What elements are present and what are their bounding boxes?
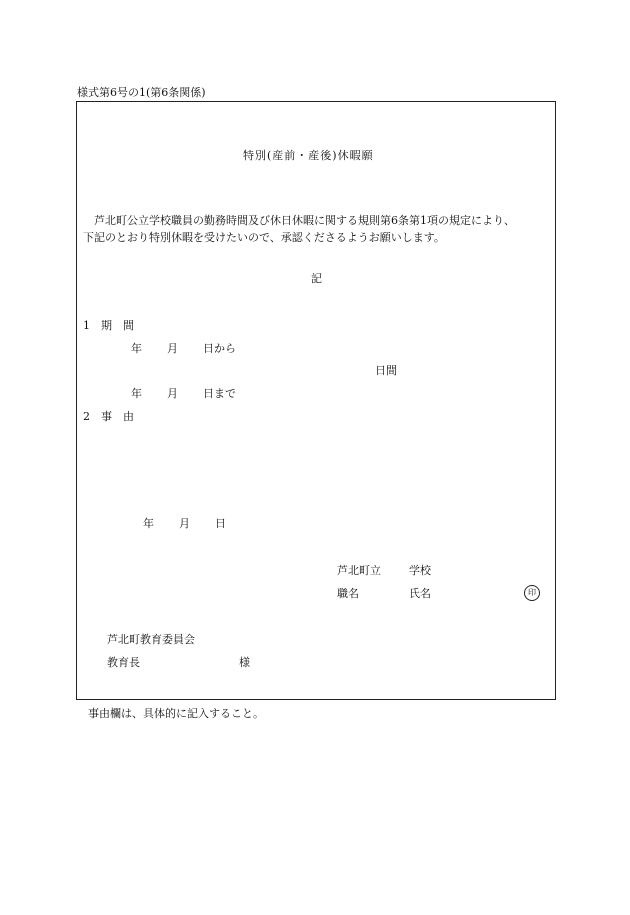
school-prefix: 芦北町立 xyxy=(337,564,381,577)
form-title: 特別(産前・産後)休暇願 xyxy=(243,149,374,162)
request-body-line-2: 下記のとおり特別休暇を受けたいので、承認くださるようお願いします。 xyxy=(83,231,445,244)
period-from-year: 年 xyxy=(131,342,142,355)
period-to-day: 日まで xyxy=(203,387,236,400)
post-label: 職名 xyxy=(337,587,359,600)
recipient-honorific: 様 xyxy=(239,656,250,669)
reason-label: 2 事 由 xyxy=(83,410,134,423)
request-body xyxy=(83,212,553,246)
footnote: 事由欄は、具体的に記入すること。 xyxy=(88,707,264,720)
date-month: 月 xyxy=(179,517,190,530)
period-from-day: 日から xyxy=(203,342,236,355)
period-label: 1 期 間 xyxy=(83,319,134,332)
period-to-year: 年 xyxy=(131,387,142,400)
period-days: 日間 xyxy=(375,364,397,377)
seal-icon: 印 xyxy=(524,585,540,601)
request-body-line-1: 芦北町公立学校職員の勤務時間及び休日休暇に関する規則第6条第1項の規定により、 xyxy=(94,214,515,227)
date-day: 日 xyxy=(215,517,226,530)
period-to-month: 月 xyxy=(167,387,178,400)
name-label: 氏名 xyxy=(409,587,431,600)
school-suffix: 学校 xyxy=(409,564,431,577)
header-label: 様式第6号の1(第6条関係) xyxy=(77,86,206,99)
period-from-month: 月 xyxy=(167,342,178,355)
recipient-board: 芦北町教育委員会 xyxy=(107,633,195,646)
recipient-title: 教育長 xyxy=(107,656,140,669)
form-box xyxy=(76,101,556,700)
date-year: 年 xyxy=(143,517,154,530)
ki-label: 記 xyxy=(311,272,322,285)
